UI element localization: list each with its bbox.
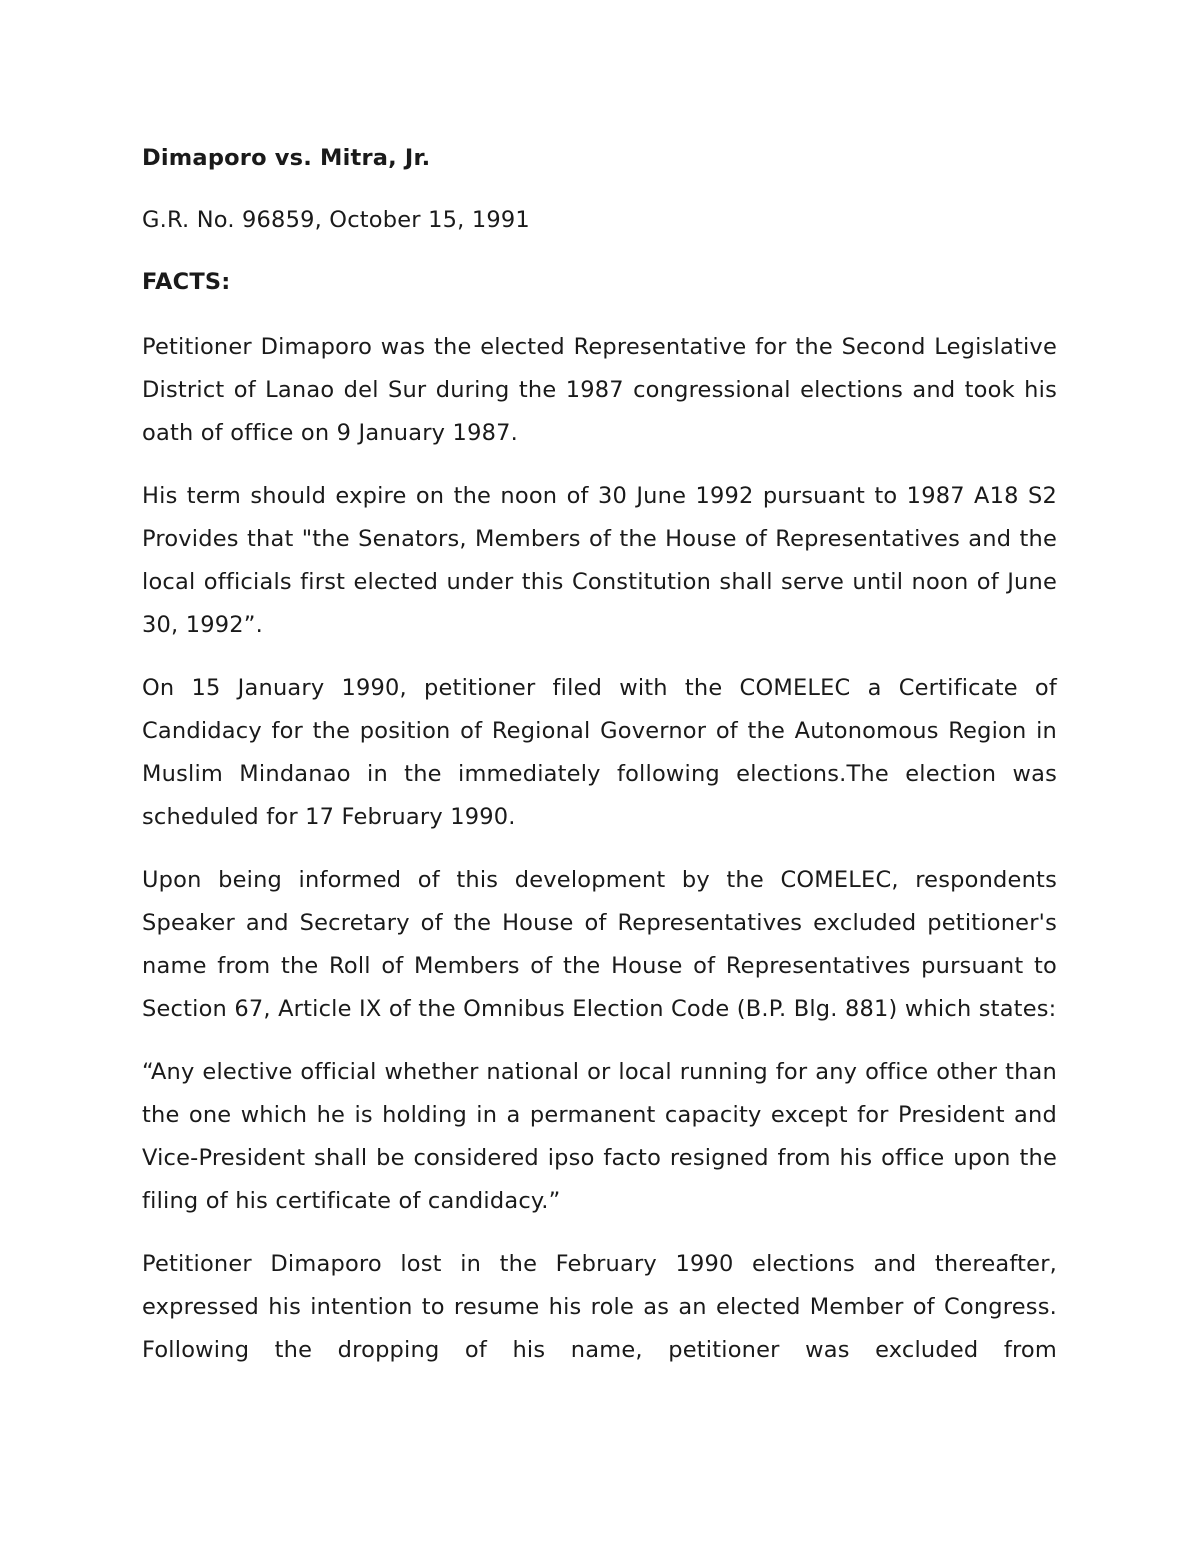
paragraph-6: Petitioner Dimaporo lost in the February 1990 elections and thereafter, expressed his intention to resume his role as an elected Member of Congress. Following the dropping of his name, petitioner was excluded from [142,1251,1057,1363]
case-title: Dimaporo vs. Mitra, Jr. [142,145,431,171]
paragraph-1: Petitioner Dimaporo was the elected Representative for the Second Legislative District of Lanao del Sur during the 1987 congressional elections and took his oath of office on 9 January 1987. [142,334,1057,446]
paragraph-2: His term should expire on the noon of 30 June 1992 pursuant to 1987 A18 S2 Provides that "the Senators, Members of the House of Representatives and the local officials first elected under this Constitution shall serve until noon of June 30, 1992”. [142,483,1057,638]
paragraph-5-quotation: “Any elective official whether national or local running for any office other than the one which he is holding in a permanent capacity except for President and Vice-President shall be considered ipso facto resigned from his office upon the filing of his certificate of candidacy.” [142,1059,1057,1214]
section-heading-facts: FACTS: [142,269,231,295]
document-page [142,140,1057,1372]
case-number: G.R. No. 96859, October 15, 1991 [142,207,530,233]
paragraph-3: On 15 January 1990, petitioner filed with the COMELEC a Certificate of Candidacy for the position of Regional Governor of the Autonomous Region in Muslim Mindanao in the immediately following elections.The election was scheduled for 17 February 1990. [142,675,1057,830]
paragraph-4: Upon being informed of this development by the COMELEC, respondents Speaker and Secretary of the House of Representatives excluded petitioner's name from the Roll of Members of the House of Representatives pursuant to Section 67, Article IX of the Omnibus Election Code (B.P. Blg. 881) which states: [142,867,1057,1022]
